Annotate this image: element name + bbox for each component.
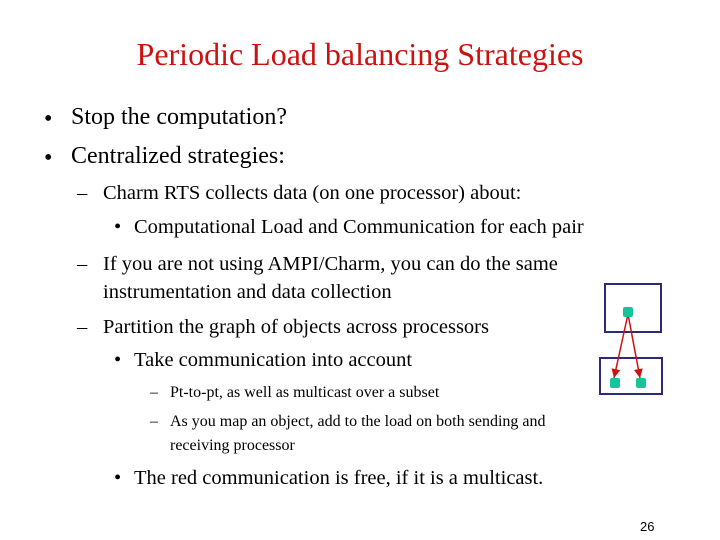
bullet-stop-computation: Stop the computation? <box>71 104 287 130</box>
item-charm-rts: Charm RTS collects data (on one processor) about: <box>103 182 522 204</box>
item-red-communication: The red communication is free, if it is a multicast. <box>134 467 544 489</box>
item-pt-to-pt: Pt-to-pt, as well as multicast over a subset <box>170 384 440 401</box>
dash-symbol: – <box>150 384 158 401</box>
item-map-object-cont: receiving processor <box>170 437 295 454</box>
item-computational-load: Computational Load and Communication for each pair <box>134 216 584 238</box>
item-map-object: As you map an object, add to the load on both sending and <box>170 413 546 430</box>
bullet-centralized-strategies: Centralized strategies: <box>71 143 285 169</box>
dash-symbol: – <box>150 413 158 430</box>
bullet-symbol: • <box>114 349 122 371</box>
dash-symbol: – <box>77 316 88 338</box>
bullet-symbol: • <box>44 145 53 171</box>
item-partition-graph: Partition the graph of objects across processors <box>103 316 489 338</box>
bullet-symbol: • <box>44 106 53 132</box>
slide-title: Periodic Load balancing Strategies <box>136 36 584 72</box>
bullet-symbol: • <box>114 216 122 238</box>
processor-box-top <box>605 284 661 332</box>
communication-arrow-right <box>628 314 640 378</box>
dash-symbol: – <box>77 253 88 275</box>
item-take-communication: Take communication into account <box>134 349 413 371</box>
bullet-symbol: • <box>114 467 122 489</box>
processor-diagram <box>590 276 670 396</box>
dash-symbol: – <box>77 182 88 204</box>
communication-arrow-left <box>614 314 628 378</box>
object-node-source <box>623 307 633 317</box>
processor-box-bottom <box>600 358 662 394</box>
item-not-using-ampi: If you are not using AMPI/Charm, you can do the same <box>103 253 558 275</box>
object-node-target-1 <box>610 378 620 388</box>
object-node-target-2 <box>636 378 646 388</box>
item-not-using-ampi-cont: instrumentation and data collection <box>103 281 392 303</box>
page-number: 26 <box>640 519 655 534</box>
